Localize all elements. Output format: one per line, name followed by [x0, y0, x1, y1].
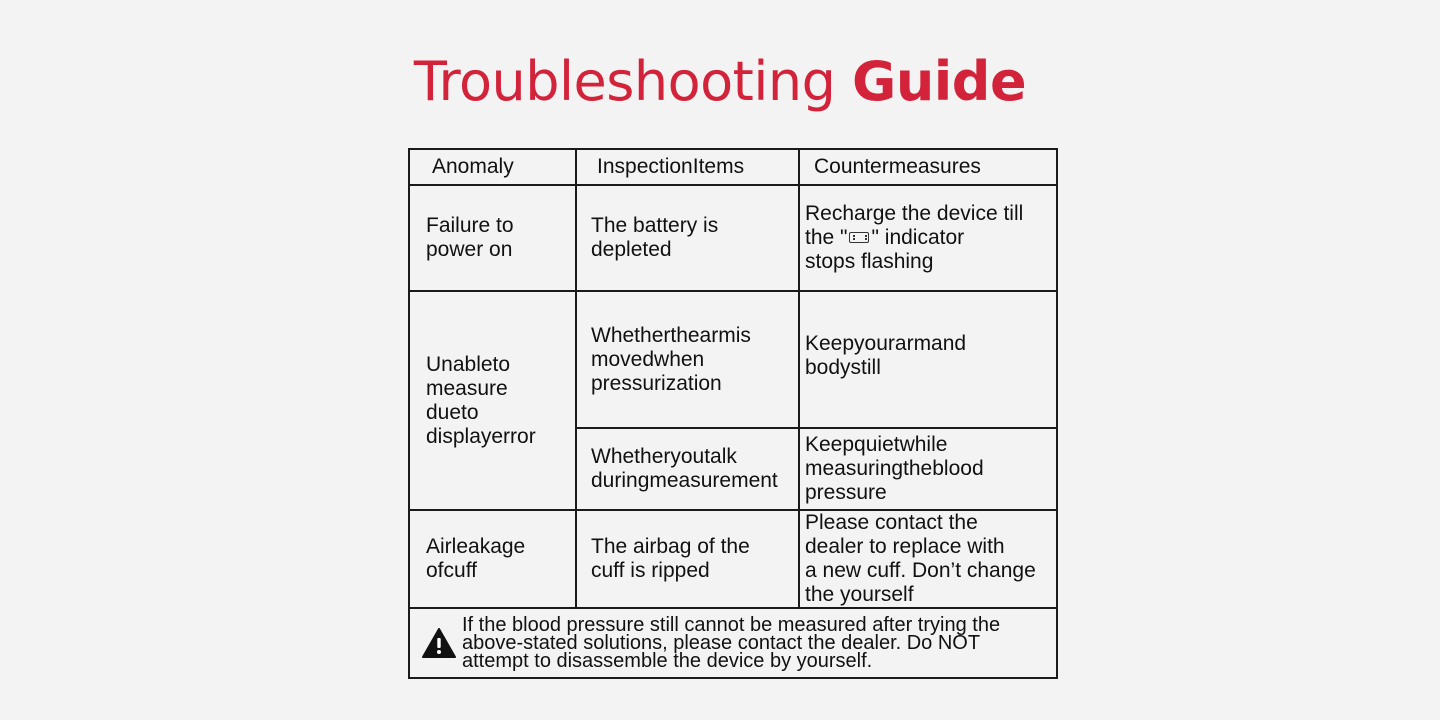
- inspection-cell: [576, 428, 799, 510]
- table-row: [409, 510, 1057, 608]
- header-countermeasures: Countermeasures: [799, 149, 1057, 185]
- page-title: [0, 50, 1440, 113]
- table-header-row: [409, 149, 1057, 185]
- inspection-text: The battery is depleted: [591, 214, 719, 261]
- anomaly-cell: [409, 291, 576, 510]
- header-anomaly: Anomaly: [409, 149, 576, 185]
- notice-content: [410, 616, 1056, 670]
- anomaly-text: Failure to power on: [426, 214, 514, 261]
- countermeasure-text-post: " indicator stops flashing: [805, 226, 965, 273]
- inspection-cell: [576, 510, 799, 608]
- inspection-text: Whetheryoutalk duringmeasurement: [591, 445, 778, 492]
- anomaly-text: Unableto measure dueto displayerror: [426, 352, 536, 448]
- inspection-text: Whetherthearmis movedwhen pressurization: [591, 323, 751, 395]
- anomaly-cell: [409, 510, 576, 608]
- countermeasure-cell: [799, 291, 1057, 428]
- countermeasure-text: Please contact the dealer to replace with a new cuff. Don’t change the yourself: [805, 511, 1036, 606]
- title-light: Troubleshooting: [413, 50, 836, 113]
- anomaly-cell: [409, 185, 576, 291]
- countermeasure-text-pre: Recharge the device till the ": [805, 202, 1024, 249]
- notice-row: [409, 608, 1057, 678]
- countermeasure-cell: [799, 428, 1057, 510]
- header-inspection-items: InspectionItems: [576, 149, 799, 185]
- anomaly-text: Airleakage ofcuff: [426, 535, 526, 582]
- troubleshooting-table: [408, 148, 1058, 679]
- inspection-cell: [576, 185, 799, 291]
- countermeasure-text: Keepyourarmand bodystill: [805, 332, 967, 379]
- battery-icon: [849, 232, 869, 243]
- notice-cell: [409, 608, 1057, 678]
- table-row: [409, 291, 1057, 428]
- inspection-cell: [576, 291, 799, 428]
- warning-icon: [422, 628, 456, 658]
- countermeasure-text: Keepquietwhile measuringtheblood pressure: [805, 433, 984, 504]
- notice-text: If the blood pressure still cannot be measured after trying the above-stated solutions, please contact the dealer. Do NOT attempt to disassemble the device by yourself.: [462, 614, 1001, 672]
- table-row: [409, 185, 1057, 291]
- countermeasure-cell: [799, 510, 1057, 608]
- title-bold: Guide: [852, 50, 1027, 113]
- countermeasure-cell: [799, 185, 1057, 291]
- inspection-text: The airbag of the cuff is ripped: [591, 535, 750, 582]
